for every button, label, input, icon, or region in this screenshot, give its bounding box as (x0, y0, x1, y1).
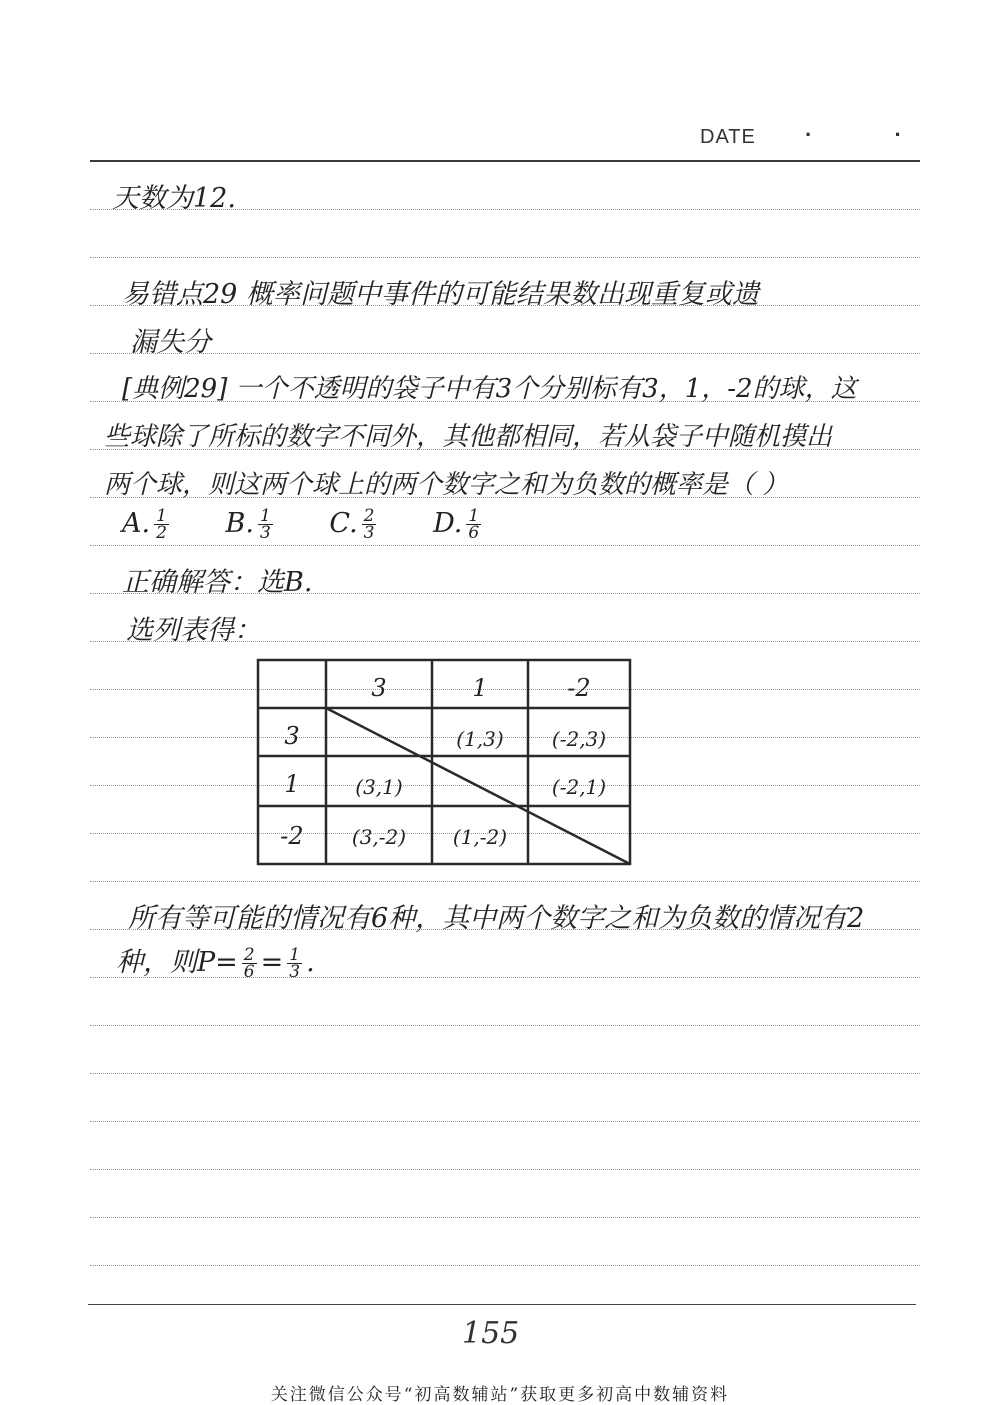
conclusion-prefix: 种，则P= (116, 947, 238, 978)
fraction-numerator: 1 (468, 506, 480, 526)
equals-sign: = (260, 947, 284, 978)
ruled-line (90, 257, 920, 258)
fraction-denominator: 6 (243, 962, 255, 982)
option-letter: C. (329, 508, 358, 539)
header-rule (90, 160, 920, 162)
ruled-line (90, 1169, 920, 1170)
table-cell: (3,-2) (351, 825, 407, 849)
date-label: DATE (700, 126, 756, 148)
table-cell: (-2,1) (551, 775, 607, 799)
fraction (466, 508, 481, 541)
ruled-line (90, 545, 920, 546)
fraction-denominator: 3 (259, 523, 271, 543)
fraction-numerator: 1 (289, 945, 301, 965)
fraction-numerator: 2 (363, 506, 375, 526)
mistake-point-heading: 易错点29 概率问题中事件的可能结果数出现重复或遗 (122, 279, 759, 310)
option-letter: A. (122, 508, 151, 539)
footer-rule (88, 1304, 916, 1305)
page-number: 155 (462, 1316, 520, 1351)
answer-options (122, 508, 529, 541)
table-intro: 选列表得： (126, 615, 261, 646)
conclusion-line-1: 所有等可能的情况有6种，其中两个数字之和为负数的情况有2 (128, 903, 865, 934)
example-text-line-2: 些球除了所标的数字不同外，其他都相同，若从袋子中随机摸出 (104, 422, 833, 452)
outcome-table-grid (256, 658, 636, 870)
text-line-1: 天数为12. (112, 183, 236, 214)
fraction-numerator: 1 (259, 506, 271, 526)
fraction-denominator: 3 (289, 962, 301, 982)
ruled-line (90, 1217, 920, 1218)
correct-answer: 正确解答：选B. (122, 567, 313, 598)
row-header: 1 (284, 770, 300, 798)
table-cell: (3,1) (355, 775, 403, 799)
fraction (362, 508, 377, 541)
table-cell: (1,3) (456, 727, 504, 751)
col-header: 3 (371, 674, 387, 702)
footer-note: 关注微信公众号“初高数辅站”获取更多初高中数辅资料 (270, 1385, 730, 1405)
fraction-denominator: 2 (156, 523, 167, 543)
fraction-numerator: 2 (243, 945, 255, 965)
row-header: 3 (284, 722, 300, 750)
conclusion-line-2 (116, 940, 315, 980)
row-header: -2 (280, 822, 304, 850)
ruled-line (90, 1073, 920, 1074)
fraction (242, 947, 257, 980)
example-text-line-3: 两个球，则这两个球上的两个数字之和为负数的概率是（ ） (104, 470, 789, 500)
fraction (258, 508, 273, 541)
ruled-line (90, 1025, 920, 1026)
table-cell: (-2,3) (551, 727, 607, 751)
option-letter: D. (433, 508, 463, 539)
fraction-denominator: 3 (363, 523, 375, 543)
date-dots: · · (805, 122, 940, 147)
fraction (154, 508, 169, 541)
table-cell: (1,-2) (452, 825, 508, 849)
ruled-line (90, 1265, 920, 1266)
col-header: -2 (567, 674, 591, 702)
fraction (287, 947, 302, 980)
mistake-point-heading-cont: 漏失分 (130, 327, 211, 358)
ruled-line (90, 881, 920, 882)
col-header: 1 (472, 674, 488, 702)
fraction-denominator: 6 (468, 523, 480, 543)
option-c (329, 508, 380, 541)
ruled-line (90, 1121, 920, 1122)
conclusion-end: . (306, 947, 315, 978)
example-text-line-1: [典例29] 一个不透明的袋子中有3个分别标有3，1，-2的球，这 (122, 374, 857, 404)
option-d (433, 508, 485, 541)
fraction-numerator: 1 (156, 506, 167, 526)
option-b (226, 508, 277, 541)
option-a (122, 508, 173, 541)
outcome-table (256, 658, 636, 874)
option-letter: B. (225, 508, 254, 539)
ruled-line (90, 353, 920, 354)
